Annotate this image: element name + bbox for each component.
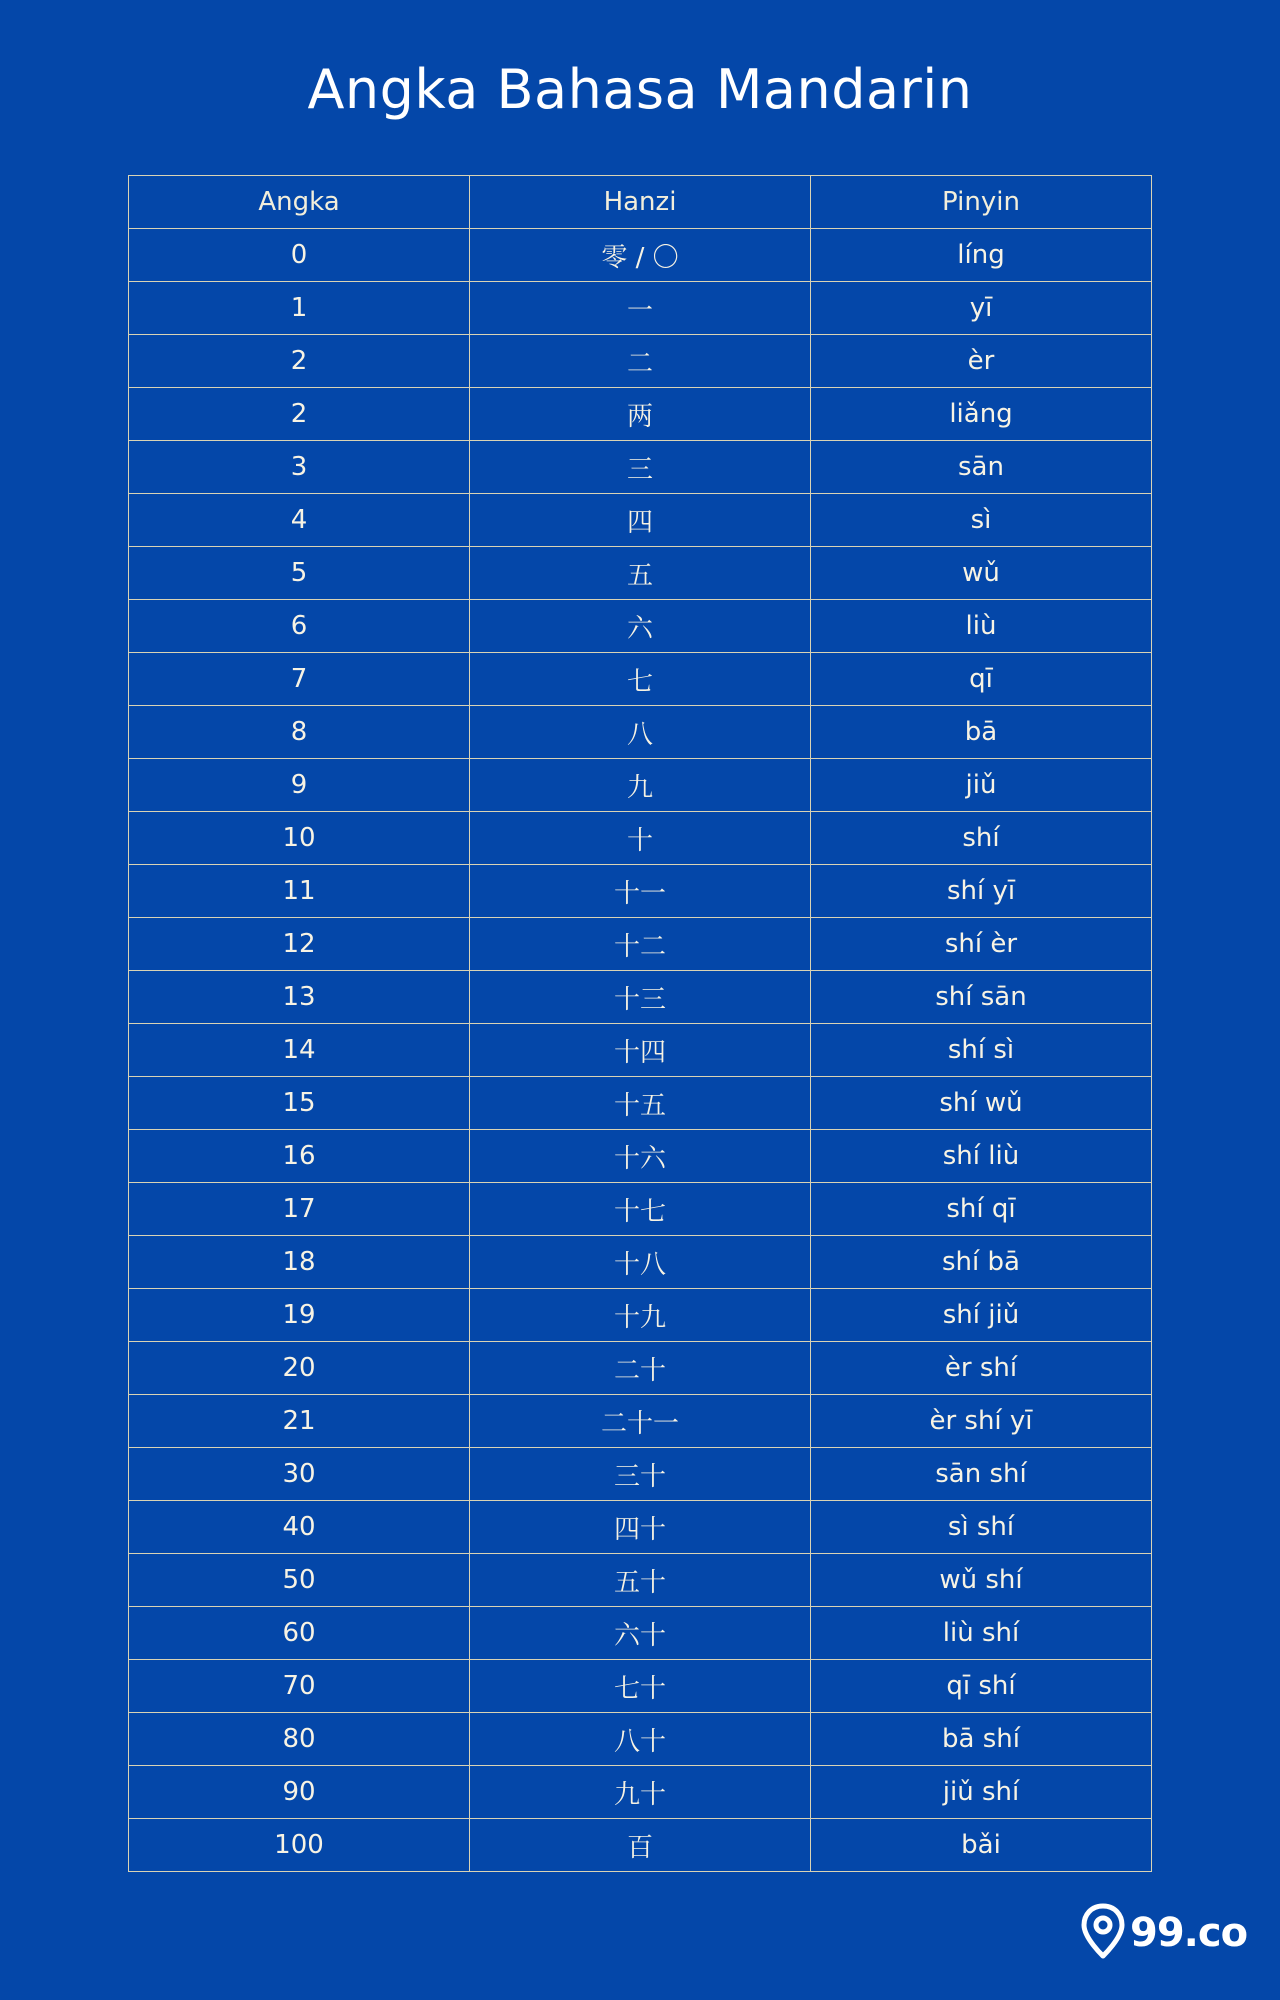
angka-cell: 11 [129, 865, 470, 918]
hanzi-cell: 零 / 〇 [470, 229, 811, 282]
hanzi-cell: 六 [470, 600, 811, 653]
table-row [129, 653, 1152, 706]
hanzi-cell: 二十一 [470, 1395, 811, 1448]
hanzi-cell: 五十 [470, 1554, 811, 1607]
angka-cell: 9 [129, 759, 470, 812]
pinyin-cell: shí yī [811, 865, 1152, 918]
table-row [129, 971, 1152, 1024]
table-row [129, 1501, 1152, 1554]
numbers-table-container [128, 175, 1152, 1872]
pinyin-cell: shí jiǔ [811, 1289, 1152, 1342]
hanzi-cell: 九 [470, 759, 811, 812]
angka-cell: 21 [129, 1395, 470, 1448]
angka-cell: 70 [129, 1660, 470, 1713]
angka-cell: 0 [129, 229, 470, 282]
table-row [129, 1607, 1152, 1660]
angka-cell: 10 [129, 812, 470, 865]
pinyin-cell: sì [811, 494, 1152, 547]
table-row [129, 1554, 1152, 1607]
table-row [129, 1024, 1152, 1077]
angka-cell: 19 [129, 1289, 470, 1342]
angka-cell: 15 [129, 1077, 470, 1130]
angka-cell: 2 [129, 388, 470, 441]
pinyin-cell: wǔ shí [811, 1554, 1152, 1607]
pinyin-cell: sì shí [811, 1501, 1152, 1554]
table-row [129, 1766, 1152, 1819]
table-row [129, 865, 1152, 918]
column-header-pinyin: Pinyin [811, 176, 1152, 229]
pinyin-cell: bā [811, 706, 1152, 759]
table-row [129, 1448, 1152, 1501]
table-row [129, 706, 1152, 759]
hanzi-cell: 十八 [470, 1236, 811, 1289]
hanzi-cell: 十三 [470, 971, 811, 1024]
hanzi-cell: 二十 [470, 1342, 811, 1395]
angka-cell: 17 [129, 1183, 470, 1236]
hanzi-cell: 一 [470, 282, 811, 335]
hanzi-cell: 两 [470, 388, 811, 441]
pinyin-cell: shí bā [811, 1236, 1152, 1289]
table-row [129, 759, 1152, 812]
table-row [129, 1183, 1152, 1236]
header-row [129, 176, 1152, 229]
pinyin-cell: shí wǔ [811, 1077, 1152, 1130]
page-title: Angka Bahasa Mandarin [307, 58, 973, 121]
hanzi-cell: 十九 [470, 1289, 811, 1342]
table-row [129, 388, 1152, 441]
pinyin-cell: liù shí [811, 1607, 1152, 1660]
pinyin-cell: èr shí [811, 1342, 1152, 1395]
pinyin-cell: èr shí yī [811, 1395, 1152, 1448]
hanzi-cell: 十七 [470, 1183, 811, 1236]
table-row [129, 494, 1152, 547]
angka-cell: 18 [129, 1236, 470, 1289]
angka-cell: 20 [129, 1342, 470, 1395]
hanzi-cell: 十六 [470, 1130, 811, 1183]
table-row [129, 600, 1152, 653]
pinyin-cell: yī [811, 282, 1152, 335]
pinyin-cell: shí [811, 812, 1152, 865]
pinyin-cell: qī [811, 653, 1152, 706]
pinyin-cell: qī shí [811, 1660, 1152, 1713]
table-row [129, 1130, 1152, 1183]
hanzi-cell: 十 [470, 812, 811, 865]
numbers-table [128, 175, 1152, 1872]
hanzi-cell: 四十 [470, 1501, 811, 1554]
pinyin-cell: èr [811, 335, 1152, 388]
pinyin-cell: liǎng [811, 388, 1152, 441]
hanzi-cell: 八 [470, 706, 811, 759]
table-header [129, 176, 1152, 229]
hanzi-cell: 十五 [470, 1077, 811, 1130]
angka-cell: 100 [129, 1819, 470, 1872]
pinyin-cell: shí liù [811, 1130, 1152, 1183]
hanzi-cell: 百 [470, 1819, 811, 1872]
pinyin-cell: wǔ [811, 547, 1152, 600]
angka-cell: 60 [129, 1607, 470, 1660]
table-row [129, 1713, 1152, 1766]
angka-cell: 3 [129, 441, 470, 494]
angka-cell: 13 [129, 971, 470, 1024]
pinyin-cell: sān shí [811, 1448, 1152, 1501]
hanzi-cell: 七 [470, 653, 811, 706]
angka-cell: 30 [129, 1448, 470, 1501]
pinyin-cell: shí sì [811, 1024, 1152, 1077]
pinyin-cell: shí sān [811, 971, 1152, 1024]
hanzi-cell: 四 [470, 494, 811, 547]
hanzi-cell: 五 [470, 547, 811, 600]
table-row [129, 1395, 1152, 1448]
table-row [129, 229, 1152, 282]
pinyin-cell: shí qī [811, 1183, 1152, 1236]
pinyin-cell: sān [811, 441, 1152, 494]
hanzi-cell: 十一 [470, 865, 811, 918]
angka-cell: 40 [129, 1501, 470, 1554]
hanzi-cell: 六十 [470, 1607, 811, 1660]
angka-cell: 2 [129, 335, 470, 388]
table-row [129, 282, 1152, 335]
angka-cell: 4 [129, 494, 470, 547]
angka-cell: 14 [129, 1024, 470, 1077]
table-row [129, 812, 1152, 865]
hanzi-cell: 十二 [470, 918, 811, 971]
angka-cell: 50 [129, 1554, 470, 1607]
pinyin-cell: jiǔ shí [811, 1766, 1152, 1819]
table-row [129, 441, 1152, 494]
angka-cell: 80 [129, 1713, 470, 1766]
hanzi-cell: 三 [470, 441, 811, 494]
hanzi-cell: 三十 [470, 1448, 811, 1501]
column-header-angka: Angka [129, 176, 470, 229]
pinyin-cell: shí èr [811, 918, 1152, 971]
pinyin-cell: liù [811, 600, 1152, 653]
table-row [129, 547, 1152, 600]
angka-cell: 1 [129, 282, 470, 335]
angka-cell: 12 [129, 918, 470, 971]
table-row [129, 1660, 1152, 1713]
angka-cell: 8 [129, 706, 470, 759]
table-row [129, 1289, 1152, 1342]
table-row [129, 918, 1152, 971]
angka-cell: 6 [129, 600, 470, 653]
location-pin-icon [1080, 1902, 1126, 1964]
pinyin-cell: bǎi [811, 1819, 1152, 1872]
brand-logo-text: 99.co [1130, 1910, 1248, 1956]
table-row [129, 1819, 1152, 1872]
hanzi-cell: 七十 [470, 1660, 811, 1713]
angka-cell: 7 [129, 653, 470, 706]
angka-cell: 5 [129, 547, 470, 600]
table-body [129, 229, 1152, 1872]
table-row [129, 1342, 1152, 1395]
table-row [129, 335, 1152, 388]
hanzi-cell: 二 [470, 335, 811, 388]
pinyin-cell: jiǔ [811, 759, 1152, 812]
brand-logo [1080, 1902, 1247, 1964]
table-row [129, 1077, 1152, 1130]
pinyin-cell: líng [811, 229, 1152, 282]
column-header-hanzi: Hanzi [470, 176, 811, 229]
table-row [129, 1236, 1152, 1289]
angka-cell: 90 [129, 1766, 470, 1819]
hanzi-cell: 八十 [470, 1713, 811, 1766]
angka-cell: 16 [129, 1130, 470, 1183]
hanzi-cell: 九十 [470, 1766, 811, 1819]
hanzi-cell: 十四 [470, 1024, 811, 1077]
pinyin-cell: bā shí [811, 1713, 1152, 1766]
